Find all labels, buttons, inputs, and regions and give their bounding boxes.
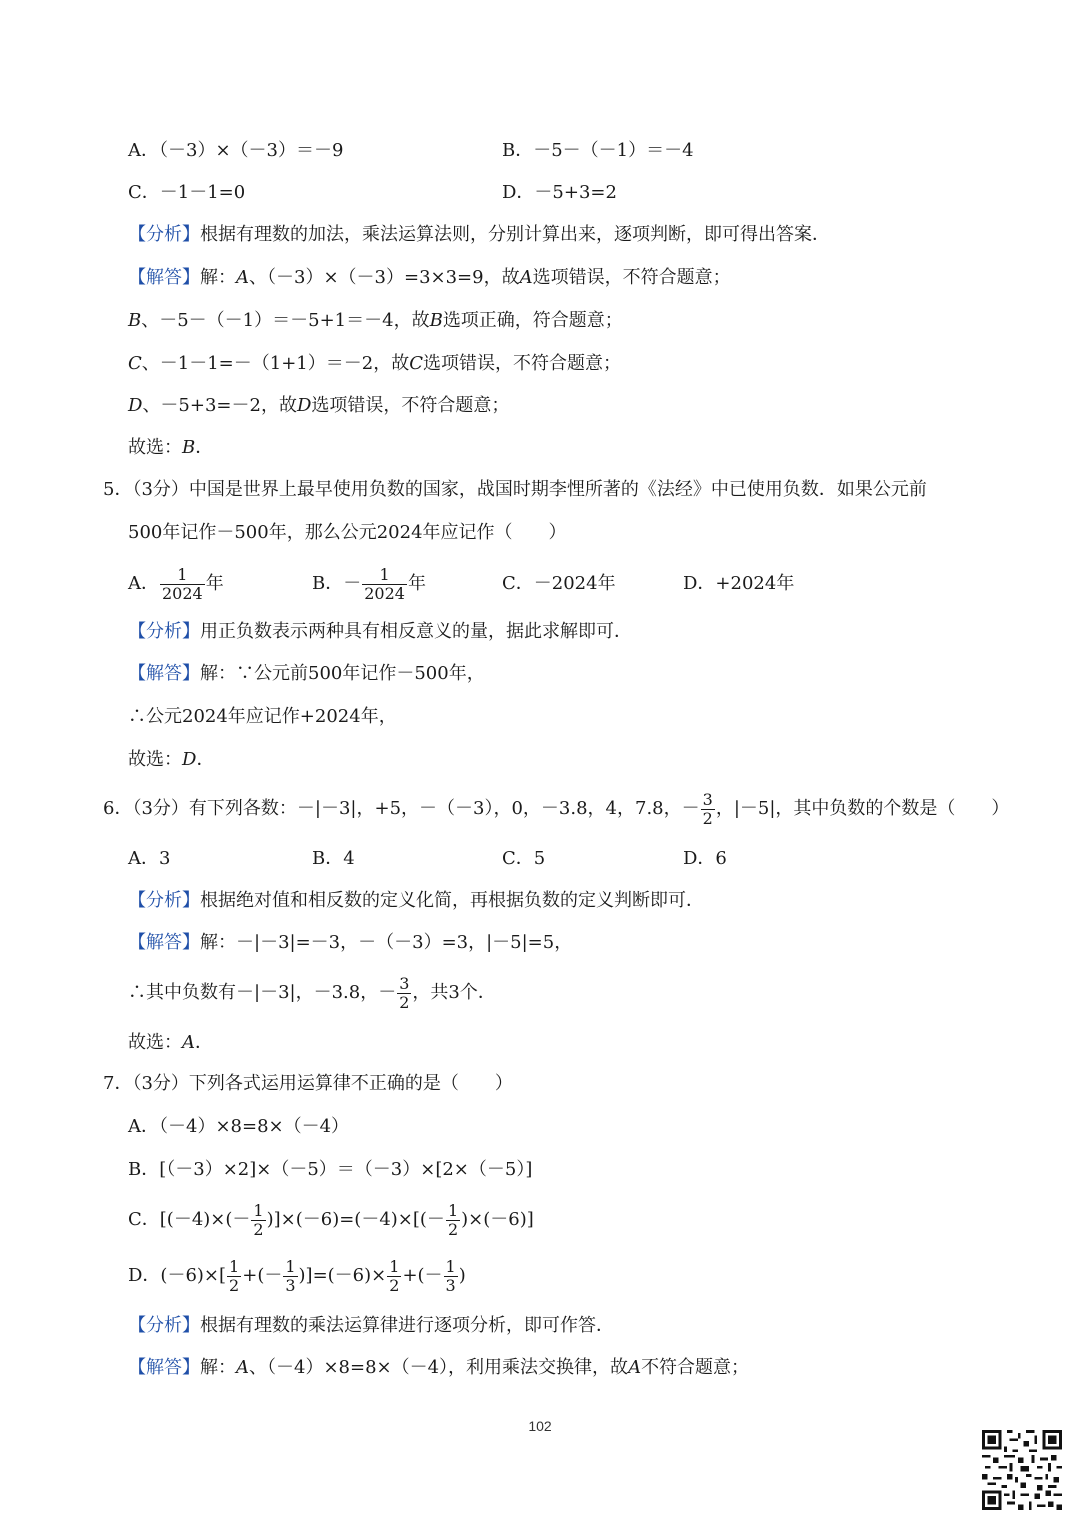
analysis-text: 根据有理数的乘法运算律进行逐项分析，即可作答． <box>200 1315 614 1336</box>
q6-option-c: C．5 <box>502 848 546 869</box>
answer-text: 解：－|－3|=－3，－（－3）=3，|－5|=5， <box>200 932 573 953</box>
answer-text: 、－5－（－1）＝－5+1＝－4，故 <box>141 310 430 331</box>
numerator: 1 <box>253 1200 264 1220</box>
denominator: 2024 <box>364 583 405 603</box>
q6-choice <box>128 1031 213 1055</box>
answer-letter: A <box>519 267 533 288</box>
answer-text: 、－5+3=－2，故 <box>142 395 297 416</box>
analysis-text: 用正负数表示两种具有相反意义的量，据此求解即可． <box>200 621 632 642</box>
q5-answer-line-1 <box>128 662 485 686</box>
answer-text: 、－1－1=－（1+1）＝－2，故 <box>141 353 410 374</box>
page-number: 102 <box>528 1418 552 1434</box>
fraction <box>283 1256 297 1295</box>
answer-tag: 【解答】 <box>128 1357 200 1378</box>
q7-option-c <box>128 1202 534 1238</box>
analysis-tag: 【分析】 <box>128 890 200 911</box>
q7-answer-line-1 <box>128 1356 749 1380</box>
analysis-tag: 【分析】 <box>128 621 200 642</box>
analysis-tag: 【分析】 <box>128 1315 200 1336</box>
q5-option-d: D．+2024年 <box>683 573 795 594</box>
q5-analysis <box>128 620 632 644</box>
choice-letter: B <box>182 437 196 458</box>
answer-text: 解： <box>200 267 236 288</box>
fraction <box>446 1200 460 1239</box>
q4-option-b: B．－5－（－1）＝－4 <box>502 140 694 161</box>
numerator: 1 <box>447 1200 459 1220</box>
q4-option-d: D．－5+3=2 <box>502 182 617 203</box>
denominator: 2024 <box>162 583 203 603</box>
formula-text: C．[(－4)×(－ <box>128 1209 251 1230</box>
q6-stem <box>103 791 1009 827</box>
q4-analysis <box>128 223 830 247</box>
answer-letter: C <box>409 353 423 374</box>
q5-option-b <box>312 566 426 602</box>
fraction <box>227 1256 241 1295</box>
q5-option-a <box>128 566 224 602</box>
denominator: 2 <box>447 1219 459 1239</box>
q7-option-b: B．[（－3）×2]×（－5）＝（－3）×[2×（－5）] <box>128 1159 533 1180</box>
numerator: 3 <box>702 789 713 809</box>
fraction <box>701 789 715 828</box>
answer-letter: A <box>236 1357 249 1378</box>
answer-tag: 【解答】 <box>128 267 200 288</box>
q7-option-d <box>128 1258 466 1294</box>
q5-answer-line-2: ∴公元2024年应记作+2024年， <box>128 706 397 727</box>
choice-letter: A <box>182 1032 195 1053</box>
answer-text: ∴其中负数有－|－3|，－3.8，－ <box>128 982 397 1003</box>
q4-option-a: A．（－3）×（－3）＝－9 <box>128 140 344 161</box>
q6-option-b: B．4 <box>312 848 355 869</box>
choice-label: 故选： <box>128 1032 182 1053</box>
q6-answer-line-1 <box>128 931 572 955</box>
answer-text: 、（－3）×（－3）=3×3=9，故 <box>249 267 520 288</box>
q5-option-c: C．－2024年 <box>502 573 616 594</box>
answer-letter: B <box>429 310 443 331</box>
denominator: 2 <box>253 1219 264 1239</box>
answer-text: 不符合题意； <box>641 1357 750 1378</box>
q7-analysis <box>128 1314 614 1338</box>
q4-choice <box>128 436 213 460</box>
q4-answer-line-3 <box>128 352 621 376</box>
formula-text: )×(－6)] <box>461 1209 534 1230</box>
fraction <box>387 1256 401 1295</box>
denominator: 2 <box>702 808 713 828</box>
q6-answer-line-2 <box>128 975 496 1011</box>
numerator: 1 <box>445 1256 456 1276</box>
q6-option-d: D．6 <box>683 848 727 869</box>
fraction <box>444 1256 458 1295</box>
stem-text: ，|－5|，其中负数的个数是（ ） <box>715 798 1010 819</box>
q4-answer-line-1 <box>128 266 731 290</box>
numerator: 1 <box>389 1256 400 1276</box>
answer-letter: D <box>128 395 143 416</box>
answer-text: 选项正确，符合题意； <box>442 310 623 331</box>
numerator: 1 <box>160 567 205 585</box>
answer-letter: A <box>236 267 249 288</box>
answer-text: 选项错误，不符合题意； <box>532 267 731 288</box>
choice-period: ． <box>196 749 215 770</box>
answer-text: 选项错误，不符合题意； <box>423 353 621 374</box>
answer-tag: 【解答】 <box>128 932 200 953</box>
q6-option-a: A．3 <box>128 848 171 869</box>
analysis-text: 根据绝对值和相反数的定义化简，再根据负数的定义判断即可． <box>200 890 704 911</box>
formula-text: )]=(－6)× <box>298 1265 387 1286</box>
q5-choice <box>128 748 214 772</box>
answer-text: 解： <box>200 1357 236 1378</box>
answer-tag: 【解答】 <box>128 663 200 684</box>
formula-text: D．(－6)×[ <box>128 1265 227 1286</box>
stem-text: 6．（3分）有下列各数：－|－3|，+5，－（－3），0，－3.8，4，7.8，－ <box>103 798 700 819</box>
formula-text: )]×(－6)=(－4)×[(－ <box>266 1209 445 1230</box>
fraction <box>362 564 407 603</box>
unit: 年 <box>407 573 426 594</box>
formula-text: +(－ <box>242 1265 283 1286</box>
q5-stem-line-2: 500年记作－500年，那么公元2024年应记作（ ） <box>128 522 567 543</box>
q6-analysis <box>128 889 704 913</box>
answer-text: 解：∵公元前500年记作－500年， <box>200 663 485 684</box>
q7-stem: 7．（3分）下列各式运用运算律不正确的是（ ） <box>103 1073 513 1094</box>
option-label: B．－ <box>312 573 362 594</box>
answer-letter: B <box>128 310 142 331</box>
numerator: 1 <box>362 567 407 585</box>
fraction <box>397 973 411 1012</box>
answer-letter: A <box>628 1357 642 1378</box>
fraction <box>160 564 205 603</box>
choice-label: 故选： <box>128 749 182 770</box>
denominator: 2 <box>399 992 410 1012</box>
q4-option-c: C．－1－1=0 <box>128 182 246 203</box>
answer-letter: D <box>296 395 312 416</box>
analysis-tag: 【分析】 <box>128 224 200 245</box>
choice-letter: D <box>182 749 197 770</box>
denominator: 2 <box>229 1275 240 1295</box>
choice-label: 故选： <box>128 437 182 458</box>
fraction <box>251 1200 265 1239</box>
answer-text: ，共3个． <box>412 982 496 1003</box>
qr-code-icon <box>982 1430 1062 1510</box>
formula-text: +(－ <box>402 1265 443 1286</box>
analysis-text: 根据有理数的加法，乘法运算法则，分别计算出来，逐项判断，即可得出答案． <box>200 224 830 245</box>
choice-period: ． <box>195 1032 213 1053</box>
unit: 年 <box>205 573 224 594</box>
denominator: 2 <box>389 1275 400 1295</box>
denominator: 3 <box>445 1275 456 1295</box>
q4-answer-line-4 <box>128 394 509 418</box>
answer-text: 、（－4）×8=8×（－4），利用乘法交换律，故 <box>249 1357 629 1378</box>
formula-text: ) <box>458 1265 466 1286</box>
answer-letter: C <box>128 353 142 374</box>
choice-period: ． <box>195 437 214 458</box>
q4-answer-line-2 <box>128 309 623 333</box>
numerator: 1 <box>285 1256 296 1276</box>
answer-text: 选项错误，不符合题意； <box>311 395 510 416</box>
numerator: 3 <box>399 973 410 993</box>
numerator: 1 <box>229 1256 240 1276</box>
denominator: 3 <box>285 1275 296 1295</box>
q5-stem-line-1: 5．（3分）中国是世界上最早使用负数的国家，战国时期李悝所著的《法经》中已使用负数．如果公元前 <box>103 479 927 500</box>
option-label: A． <box>128 573 159 594</box>
q7-option-a: A．（－4）×8=8×（－4） <box>128 1116 350 1137</box>
